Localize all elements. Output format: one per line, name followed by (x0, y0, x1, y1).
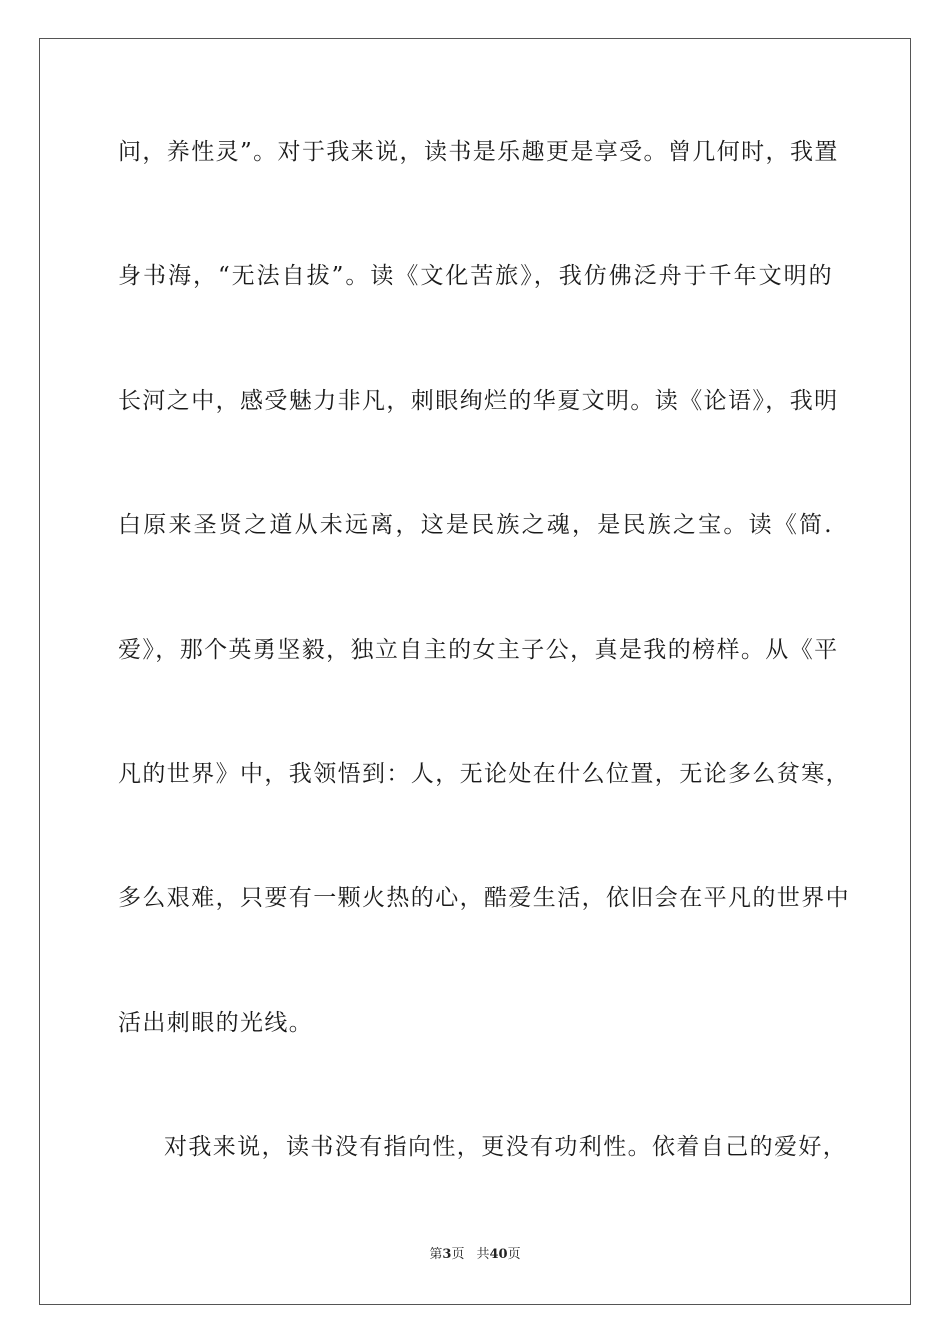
text-line: 凡的世界》中，我领悟到：人，无论处在什么位置，无论多么贫寒， (118, 761, 850, 787)
text-line: 爱》，那个英勇坚毅，独立自主的女主子公，真是我的榜样。从《平 (118, 637, 839, 663)
text-line: 白原来圣贤之道从未远离，这是民族之魂，是民族之宝。读《简. (118, 512, 833, 538)
paragraph-first-line: 对我来说，读书没有指向性，更没有功利性。依着自己的爱好， (164, 1134, 848, 1160)
page-label-prefix: 第 (429, 1247, 443, 1262)
text-line: 问，养性灵”。对于我来说，读书是乐趣更是享受。曾几何时，我置 (118, 139, 839, 165)
page-border (39, 38, 911, 1305)
page-label-suffix: 页 (451, 1247, 465, 1262)
text-line: 身书海，“无法自拔”。读《文化苦旅》，我仿佛泛舟于千年文明的 (118, 263, 833, 289)
total-label-suffix: 页 (507, 1247, 521, 1262)
total-label-prefix: 共 (476, 1247, 490, 1262)
page-footer (0, 1246, 950, 1264)
text-line: 活出刺眼的光线。 (118, 1010, 314, 1036)
page-number: 3 (442, 1247, 452, 1262)
text-line: 长河之中，感受魅力非凡，刺眼绚烂的华夏文明。读《论语》，我明 (118, 388, 839, 414)
text-line: 多么艰难，只要有一颗火热的心，酷爱生活，依旧会在平凡的世界中 (118, 885, 850, 911)
total-pages: 40 (489, 1247, 508, 1262)
